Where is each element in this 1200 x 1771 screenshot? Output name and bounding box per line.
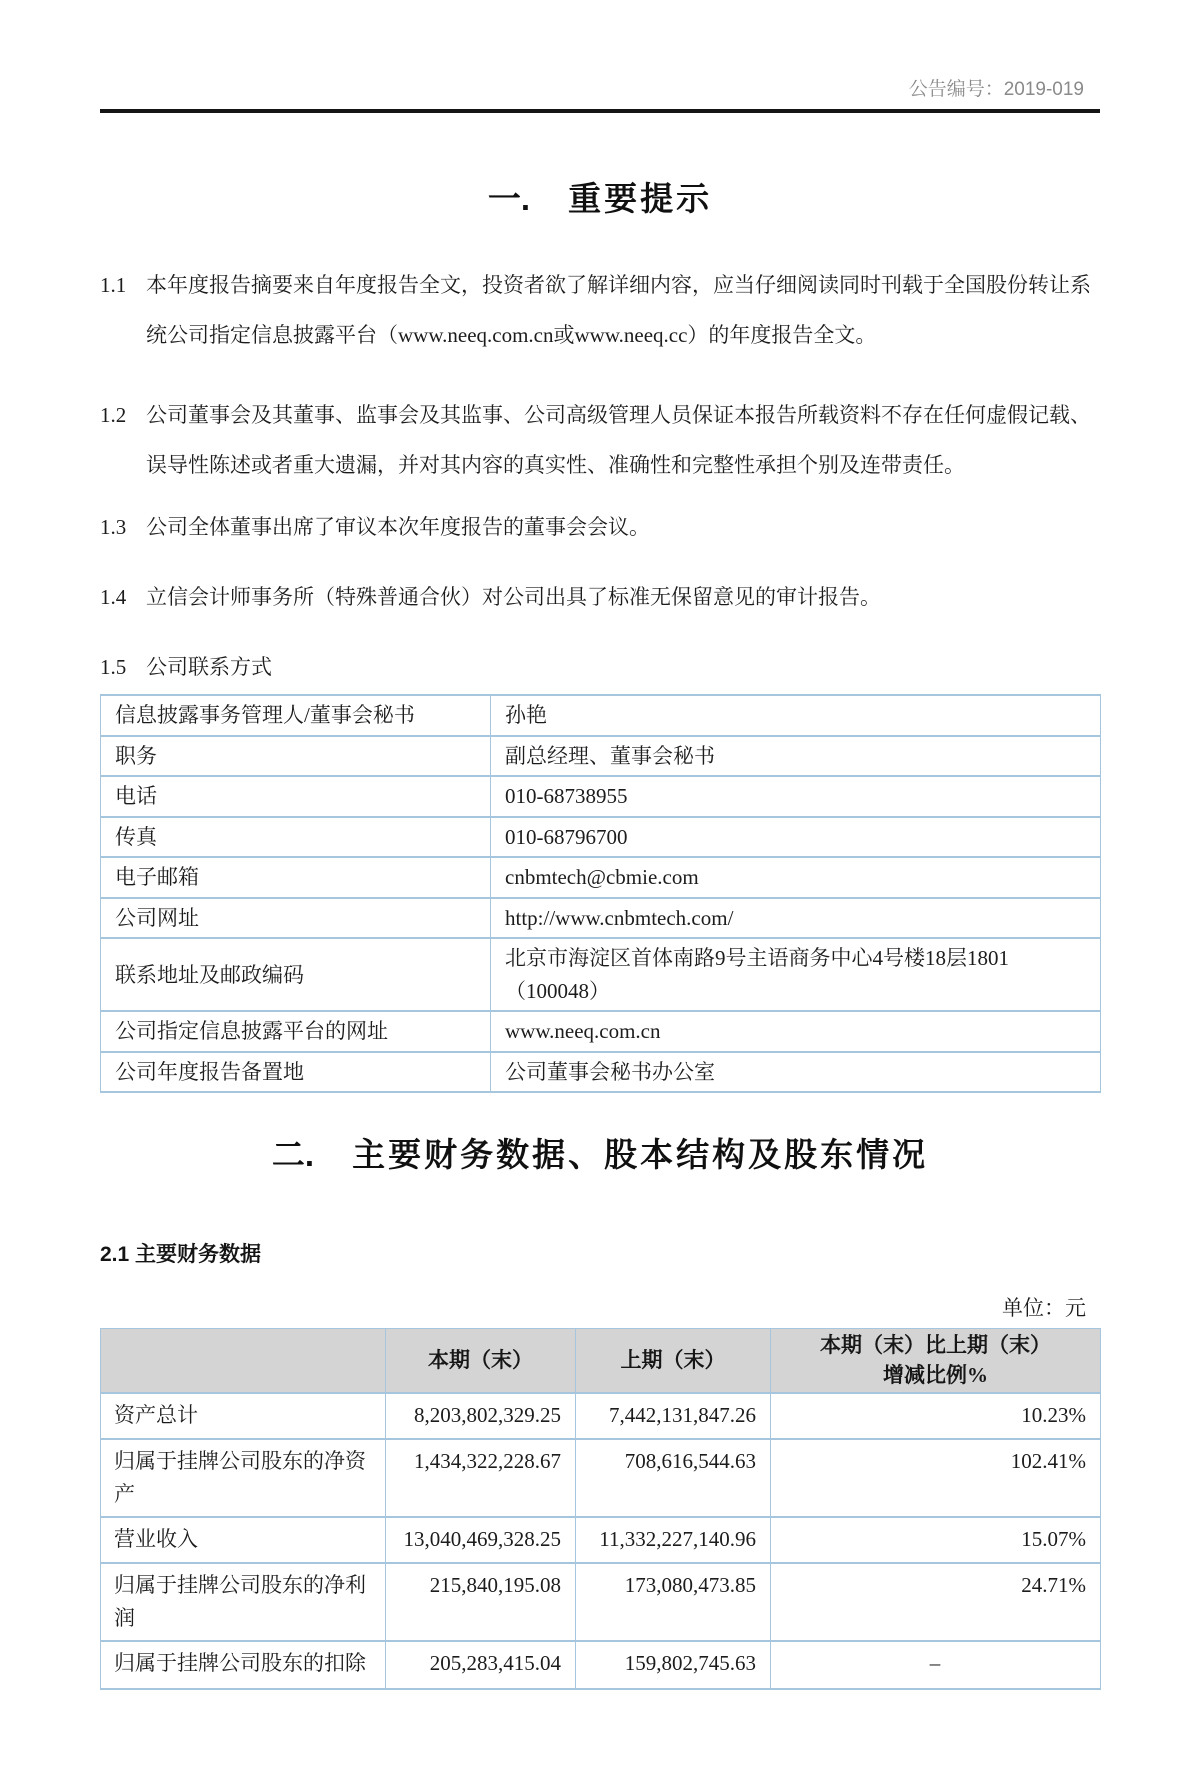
- fin-current-cell: 215,840,195.08: [386, 1563, 576, 1641]
- fin-label-cell: 归属于挂牌公司股东的扣除: [101, 1641, 386, 1689]
- fin-header-change-line1: 本期（末）比上期（末）: [820, 1333, 1051, 1358]
- paragraph-text: 本年度报告摘要来自年度报告全文，投资者欲了解详细内容，应当仔细阅读同时刊载于全国股份转让系统公司指定信息披露平台（www.neeq.com.cn或www.neeq.cc）的年度报告全文。: [146, 273, 1091, 347]
- section2-title: [100, 1129, 1100, 1176]
- fin-previous-cell: 11,332,227,140.96: [576, 1517, 771, 1563]
- fin-previous-cell: 708,616,544.63: [576, 1439, 771, 1517]
- section1-title: [100, 173, 1100, 220]
- paragraph-number: 1.3: [100, 515, 127, 539]
- contact-table-body: [101, 695, 1101, 1092]
- financial-header-row: [101, 1329, 1101, 1393]
- paragraph-text: 公司联系方式: [146, 655, 272, 679]
- fin-header-current: 本期（末）: [386, 1329, 576, 1393]
- paragraph-item: [100, 502, 1100, 552]
- contact-value-cell: 孙艳: [491, 695, 1101, 736]
- financial-row: [101, 1439, 1101, 1517]
- contact-label-cell: 公司网址: [101, 898, 491, 939]
- contact-value-cell: www.neeq.com.cn: [491, 1011, 1101, 1052]
- fin-change-cell: 24.71%: [771, 1563, 1101, 1641]
- fin-previous-cell: 159,802,745.63: [576, 1641, 771, 1689]
- contact-value-cell: cnbmtech@cbmie.com: [491, 857, 1101, 898]
- financial-table-header: [101, 1329, 1101, 1393]
- unit-label: 单位：元: [1002, 1296, 1086, 1321]
- paragraph-item: [100, 390, 1100, 490]
- fin-current-cell: 8,203,802,329.25: [386, 1393, 576, 1439]
- financial-row: [101, 1393, 1101, 1439]
- paragraph-number: 1.5: [100, 655, 127, 679]
- contact-value-cell: 公司董事会秘书办公室: [491, 1052, 1101, 1093]
- fin-label-cell: 资产总计: [101, 1393, 386, 1439]
- announcement-number: 公告编号：2019-019: [908, 79, 1084, 100]
- contact-label-cell: 联系地址及邮政编码: [101, 938, 491, 1011]
- contact-row: [101, 776, 1101, 817]
- contact-label-cell: 传真: [101, 817, 491, 858]
- fin-previous-cell: 173,080,473.85: [576, 1563, 771, 1641]
- fin-current-cell: 13,040,469,328.25: [386, 1517, 576, 1563]
- fin-change-cell: 10.23%: [771, 1393, 1101, 1439]
- fin-label-cell: 营业收入: [101, 1517, 386, 1563]
- paragraph-text: 立信会计师事务所（特殊普通合伙）对公司出具了标准无保留意见的审计报告。: [146, 585, 881, 609]
- paragraph-text: 公司董事会及其董事、监事会及其监事、公司高级管理人员保证本报告所载资料不存在任何虚假记载、误导性陈述或者重大遗漏，并对其内容的真实性、准确性和完整性承担个别及连带责任。: [146, 403, 1091, 477]
- fin-header-blank: [101, 1329, 386, 1393]
- document-page: [0, 74, 1200, 1690]
- contact-row: [101, 695, 1101, 736]
- financial-row: [101, 1641, 1101, 1689]
- fin-current-cell: 205,283,415.04: [386, 1641, 576, 1689]
- fin-label-cell: 归属于挂牌公司股东的净利润: [101, 1563, 386, 1641]
- contact-row: [101, 898, 1101, 939]
- paragraph-number: 1.4: [100, 585, 127, 609]
- fin-header-change: [771, 1329, 1101, 1393]
- financial-row: [101, 1563, 1101, 1641]
- section1-title-number: 一.: [487, 180, 531, 217]
- fin-previous-cell: 7,442,131,847.26: [576, 1393, 771, 1439]
- financial-table-body: [101, 1393, 1101, 1689]
- contact-label-cell: 电子邮箱: [101, 857, 491, 898]
- contact-label-cell: 公司年度报告备置地: [101, 1052, 491, 1093]
- contact-row: [101, 938, 1101, 1011]
- contact-value-cell: http://www.cnbmtech.com/: [491, 898, 1101, 939]
- paragraph-item: [100, 260, 1100, 360]
- financial-table: [100, 1328, 1101, 1690]
- contact-row: [101, 1052, 1101, 1093]
- fin-change-cell: 15.07%: [771, 1517, 1101, 1563]
- fin-header-previous: 上期（末）: [576, 1329, 771, 1393]
- section2-title-text: 主要财务数据、股本结构及股东情况: [352, 1136, 929, 1174]
- contact-row: [101, 857, 1101, 898]
- paragraph-number: 1.2: [100, 403, 127, 427]
- contact-label-cell: 信息披露事务管理人/董事会秘书: [101, 695, 491, 736]
- paragraph-item: [100, 572, 1100, 622]
- subsection-2-1-heading: 2.1 主要财务数据: [100, 1243, 262, 1267]
- contact-label-cell: 公司指定信息披露平台的网址: [101, 1011, 491, 1052]
- contact-value-cell: 010-68738955: [491, 776, 1101, 817]
- header-rule: [100, 109, 1100, 113]
- fin-change-cell: 102.41%: [771, 1439, 1101, 1517]
- fin-header-change-line2: 增减比例%: [883, 1362, 988, 1387]
- fin-current-cell: 1,434,322,228.67: [386, 1439, 576, 1517]
- paragraph-text: 公司全体董事出席了审议本次年度报告的董事会会议。: [146, 515, 650, 539]
- paragraph-number: 1.1: [100, 273, 127, 297]
- section1-paragraphs: [100, 260, 1100, 684]
- section1-title-text: 重要提示: [568, 180, 713, 217]
- contact-label-cell: 职务: [101, 736, 491, 777]
- contact-value-cell: 010-68796700: [491, 817, 1101, 858]
- contact-label-cell: 电话: [101, 776, 491, 817]
- paragraph-item: [100, 650, 1100, 684]
- contact-row: [101, 817, 1101, 858]
- contact-row: [101, 736, 1101, 777]
- financial-row: [101, 1517, 1101, 1563]
- section2-title-number: 二.: [271, 1136, 315, 1174]
- fin-change-cell: –: [771, 1641, 1101, 1689]
- contact-value-cell: 北京市海淀区首体南路9号主语商务中心4号楼18层1801（100048）: [491, 938, 1101, 1011]
- fin-label-cell: 归属于挂牌公司股东的净资产: [101, 1439, 386, 1517]
- contact-table: [100, 694, 1101, 1093]
- contact-value-cell: 副总经理、董事会秘书: [491, 736, 1101, 777]
- contact-row: [101, 1011, 1101, 1052]
